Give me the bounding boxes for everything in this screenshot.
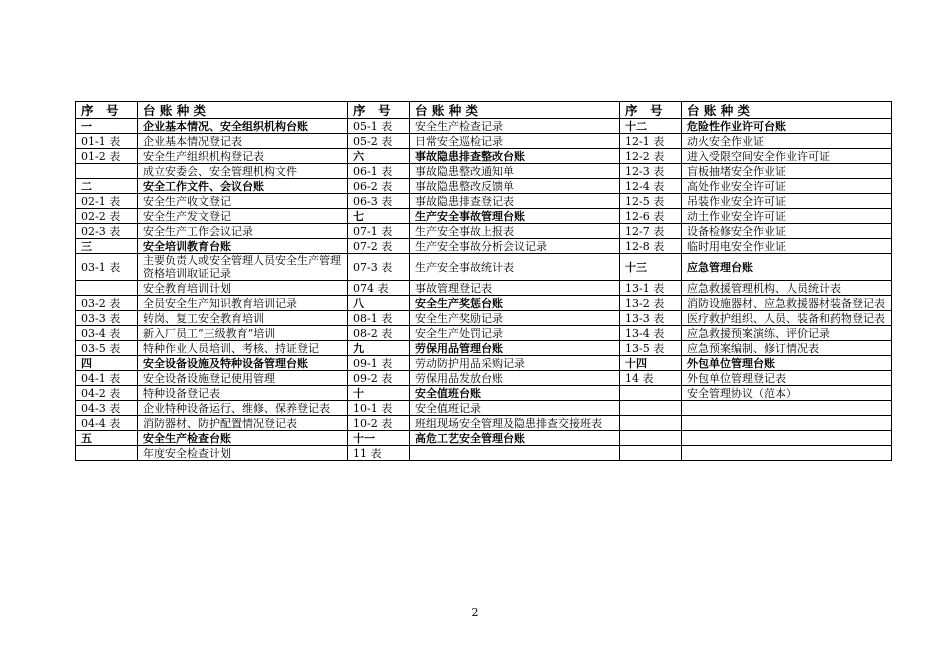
table-row — [76, 179, 892, 194]
ledger-type-cell — [410, 446, 620, 461]
table-row — [76, 149, 892, 164]
ledger-type-cell — [682, 401, 892, 416]
ledger-type-cell: 安全生产检查台账 — [138, 431, 348, 446]
ledger-type-cell: 劳保用品管理台账 — [410, 341, 620, 356]
seq-cell: 11 表 — [348, 446, 410, 461]
ledger-type-cell: 班组现场安全管理及隐患排查交接班表 — [410, 416, 620, 431]
ledger-type-cell — [682, 446, 892, 461]
ledger-type-cell: 应急预案编制、修订情况表 — [682, 341, 892, 356]
seq-cell: 13-1 表 — [620, 281, 682, 296]
ledger-type-cell: 动火安全作业证 — [682, 134, 892, 149]
ledger-type-cell: 转岗、复工安全教育培训 — [138, 311, 348, 326]
ledger-type-cell: 消防设施器材、应急救援器材装备登记表 — [682, 296, 892, 311]
table-row — [76, 311, 892, 326]
table-row — [76, 209, 892, 224]
header-cell-type: 台 账 种 类 — [410, 102, 620, 119]
seq-cell: 07-3 表 — [348, 254, 410, 281]
seq-cell: 05-2 表 — [348, 134, 410, 149]
seq-cell: 六 — [348, 149, 410, 164]
table-row — [76, 254, 892, 281]
header-row — [76, 102, 892, 119]
seq-cell: 03-2 表 — [76, 296, 138, 311]
seq-cell: 13-5 表 — [620, 341, 682, 356]
seq-cell: 十一 — [348, 431, 410, 446]
ledger-type-cell: 事故隐患排查登记表 — [410, 194, 620, 209]
header-cell-type: 台 账 种 类 — [682, 102, 892, 119]
table-row — [76, 446, 892, 461]
table-row — [76, 239, 892, 254]
ledger-type-cell: 生产安全事故分析会议记录 — [410, 239, 620, 254]
seq-cell: 07-2 表 — [348, 239, 410, 254]
seq-cell: 十三 — [620, 254, 682, 281]
seq-cell: 06-1 表 — [348, 164, 410, 179]
seq-cell: 10-2 表 — [348, 416, 410, 431]
table-row — [76, 386, 892, 401]
ledger-type-cell: 生产安全事故上报表 — [410, 224, 620, 239]
seq-cell — [620, 386, 682, 401]
seq-cell: 03-5 表 — [76, 341, 138, 356]
seq-cell: 08-2 表 — [348, 326, 410, 341]
seq-cell: 四 — [76, 356, 138, 371]
ledger-type-cell: 安全工作文件、会议台账 — [138, 179, 348, 194]
header-cell-seq: 序 号 — [348, 102, 410, 119]
seq-cell: 三 — [76, 239, 138, 254]
seq-cell: 07-1 表 — [348, 224, 410, 239]
table-row — [76, 164, 892, 179]
seq-cell: 12-7 表 — [620, 224, 682, 239]
ledger-type-cell: 安全生产处罚记录 — [410, 326, 620, 341]
ledger-type-cell: 高处作业安全许可证 — [682, 179, 892, 194]
ledger-type-cell: 安全生产检查记录 — [410, 119, 620, 134]
ledger-type-cell: 危险性作业许可台账 — [682, 119, 892, 134]
ledger-type-cell: 企业特种设备运行、维修、保养登记表 — [138, 401, 348, 416]
seq-cell: 03-4 表 — [76, 326, 138, 341]
seq-cell: 14 表 — [620, 371, 682, 386]
ledger-table — [75, 101, 892, 461]
ledger-type-cell: 主要负责人或安全管理人员安全生产管理资格培训取证记录 — [138, 254, 348, 281]
seq-cell: 一 — [76, 119, 138, 134]
seq-cell — [620, 416, 682, 431]
header-cell-type: 台 账 种 类 — [138, 102, 348, 119]
seq-cell: 04-4 表 — [76, 416, 138, 431]
table-row — [76, 341, 892, 356]
seq-cell: 02-2 表 — [76, 209, 138, 224]
table-row — [76, 224, 892, 239]
ledger-type-cell: 动土作业安全许可证 — [682, 209, 892, 224]
ledger-type-cell: 劳保用品发放台账 — [410, 371, 620, 386]
ledger-type-cell: 安全值班台账 — [410, 386, 620, 401]
table-row — [76, 416, 892, 431]
seq-cell: 04-2 表 — [76, 386, 138, 401]
ledger-type-cell: 日常安全巡检记录 — [410, 134, 620, 149]
seq-cell: 十二 — [620, 119, 682, 134]
ledger-type-cell: 特种设备登记表 — [138, 386, 348, 401]
ledger-type-cell — [682, 431, 892, 446]
ledger-type-cell: 事故隐患整改通知单 — [410, 164, 620, 179]
seq-cell: 12-3 表 — [620, 164, 682, 179]
seq-cell: 十四 — [620, 356, 682, 371]
ledger-type-cell: 设备检修安全作业证 — [682, 224, 892, 239]
ledger-type-cell: 安全生产收文登记 — [138, 194, 348, 209]
seq-cell: 02-3 表 — [76, 224, 138, 239]
seq-cell: 12-8 表 — [620, 239, 682, 254]
seq-cell: 12-4 表 — [620, 179, 682, 194]
table-row — [76, 194, 892, 209]
seq-cell: 13-2 表 — [620, 296, 682, 311]
seq-cell: 05-1 表 — [348, 119, 410, 134]
ledger-type-cell: 高危工艺安全管理台账 — [410, 431, 620, 446]
ledger-type-cell: 安全培训教育台账 — [138, 239, 348, 254]
ledger-type-cell: 安全生产奖励记录 — [410, 311, 620, 326]
table-row — [76, 296, 892, 311]
ledger-body — [76, 119, 892, 461]
seq-cell: 13-3 表 — [620, 311, 682, 326]
seq-cell: 04-3 表 — [76, 401, 138, 416]
seq-cell: 01-2 表 — [76, 149, 138, 164]
ledger-type-cell: 全员安全生产知识教育培训记录 — [138, 296, 348, 311]
seq-cell — [620, 446, 682, 461]
ledger-type-cell: 安全值班记录 — [410, 401, 620, 416]
table-row — [76, 431, 892, 446]
ledger-type-cell: 吊装作业安全许可证 — [682, 194, 892, 209]
seq-cell: 04-1 表 — [76, 371, 138, 386]
ledger-type-cell: 安全生产奖惩台账 — [410, 296, 620, 311]
ledger-type-cell: 安全设备设施登记使用管理 — [138, 371, 348, 386]
seq-cell: 二 — [76, 179, 138, 194]
seq-cell — [76, 446, 138, 461]
ledger-type-cell: 医疗救护组织、人员、装备和药物登记表 — [682, 311, 892, 326]
seq-cell — [76, 164, 138, 179]
seq-cell: 十 — [348, 386, 410, 401]
seq-cell: 九 — [348, 341, 410, 356]
table-row — [76, 356, 892, 371]
ledger-type-cell: 安全管理协议（范本） — [682, 386, 892, 401]
seq-cell — [76, 281, 138, 296]
ledger-type-cell: 安全生产发文登记 — [138, 209, 348, 224]
ledger-type-cell — [682, 416, 892, 431]
seq-cell: 09-2 表 — [348, 371, 410, 386]
seq-cell: 08-1 表 — [348, 311, 410, 326]
ledger-type-cell: 事故隐患整改反馈单 — [410, 179, 620, 194]
seq-cell: 03-1 表 — [76, 254, 138, 281]
seq-cell: 13-4 表 — [620, 326, 682, 341]
seq-cell: 03-3 表 — [76, 311, 138, 326]
ledger-type-cell: 事故管理登记表 — [410, 281, 620, 296]
seq-cell: 八 — [348, 296, 410, 311]
table-row — [76, 281, 892, 296]
ledger-type-cell: 劳动防护用品采购记录 — [410, 356, 620, 371]
seq-cell: 06-2 表 — [348, 179, 410, 194]
ledger-type-cell: 成立安委会、安全管理机构文件 — [138, 164, 348, 179]
ledger-type-cell: 事故隐患排查整改台账 — [410, 149, 620, 164]
seq-cell: 02-1 表 — [76, 194, 138, 209]
page-number: 2 — [471, 606, 479, 619]
ledger-type-cell: 年度安全检查计划 — [138, 446, 348, 461]
seq-cell: 12-5 表 — [620, 194, 682, 209]
ledger-type-cell: 外包单位管理台账 — [682, 356, 892, 371]
ledger-type-cell: 应急管理台账 — [682, 254, 892, 281]
ledger-type-cell: 临时用电安全作业证 — [682, 239, 892, 254]
ledger-type-cell: 安全教育培训计划 — [138, 281, 348, 296]
ledger-type-cell: 生产安全事故管理台账 — [410, 209, 620, 224]
ledger-type-cell: 消防器材、防护配置情况登记表 — [138, 416, 348, 431]
seq-cell: 074 表 — [348, 281, 410, 296]
table-row — [76, 371, 892, 386]
seq-cell: 五 — [76, 431, 138, 446]
seq-cell: 七 — [348, 209, 410, 224]
seq-cell: 12-6 表 — [620, 209, 682, 224]
ledger-type-cell: 应急救援预案演练、评价记录 — [682, 326, 892, 341]
ledger-type-cell: 应急救援管理机构、人员统计表 — [682, 281, 892, 296]
table-row — [76, 119, 892, 134]
seq-cell: 09-1 表 — [348, 356, 410, 371]
ledger-type-cell: 进入受限空间安全作业许可证 — [682, 149, 892, 164]
ledger-type-cell: 企业基本情况、安全组织机构台账 — [138, 119, 348, 134]
ledger-type-cell: 企业基本情况登记表 — [138, 134, 348, 149]
table-row — [76, 134, 892, 149]
table-row — [76, 401, 892, 416]
seq-cell — [620, 431, 682, 446]
ledger-type-cell: 生产安全事故统计表 — [410, 254, 620, 281]
header-cell-seq: 序 号 — [76, 102, 138, 119]
seq-cell: 10-1 表 — [348, 401, 410, 416]
seq-cell: 12-2 表 — [620, 149, 682, 164]
seq-cell — [620, 401, 682, 416]
seq-cell: 06-3 表 — [348, 194, 410, 209]
header-cell-seq: 序 号 — [620, 102, 682, 119]
ledger-type-cell: 安全生产组织机构登记表 — [138, 149, 348, 164]
seq-cell: 01-1 表 — [76, 134, 138, 149]
seq-cell: 12-1 表 — [620, 134, 682, 149]
ledger-type-cell: 新入厂员工“三级教育”培训 — [138, 326, 348, 341]
table-row — [76, 326, 892, 341]
ledger-type-cell: 外包单位管理登记表 — [682, 371, 892, 386]
ledger-type-cell: 安全设备设施及特种设备管理台账 — [138, 356, 348, 371]
ledger-type-cell: 安全生产工作会议记录 — [138, 224, 348, 239]
ledger-type-cell: 盲板抽堵安全作业证 — [682, 164, 892, 179]
ledger-type-cell: 特种作业人员培训、考核、持证登记 — [138, 341, 348, 356]
